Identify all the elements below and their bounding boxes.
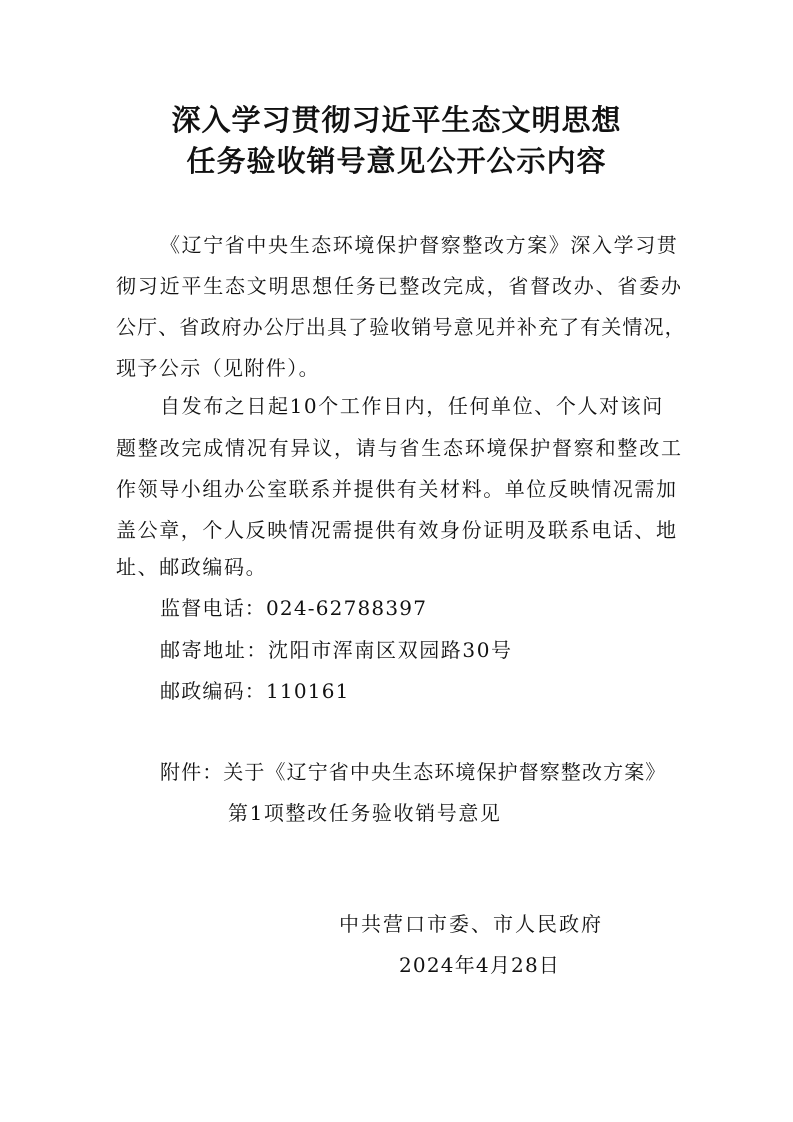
paragraph-line: 自发布之日起10个工作日内，任何单位、个人对该问: [160, 394, 664, 418]
paragraph-line: 址、邮政编码。: [116, 555, 268, 579]
attachment-line-2: 第1项整改任务验收销号意见: [228, 801, 502, 825]
paragraph-line: 《辽宁省中央生态环境保护督察整改方案》深入学习贯: [160, 233, 679, 257]
document-title-line-2: 任务验收销号意见公开公示内容: [186, 144, 607, 178]
issue-date: 2024年4月28日: [399, 953, 561, 977]
paragraph-line: 现予公示（见附件）。: [116, 356, 320, 380]
mailing-address: 邮寄地址：沈阳市浑南区双园路30号: [160, 638, 513, 662]
postal-code: 邮政编码：110161: [160, 679, 350, 703]
paragraph-line: 盖公章，个人反映情况需提供有效身份证明及联系电话、地: [116, 518, 678, 542]
paragraph-line: 作领导小组办公室联系并提供有关材料。单位反映情况需加: [116, 477, 678, 501]
supervision-phone: 监督电话：024-62788397: [160, 596, 428, 620]
issuer-name: 中共营口市委、市人民政府: [339, 912, 603, 936]
attachment-line-1: 附件：关于《辽宁省中央生态环境保护督察整改方案》: [160, 760, 667, 784]
paragraph-line: 彻习近平生态文明思想任务已整改完成，省督改办、省委办: [116, 274, 683, 298]
paragraph-line: 公厅、省政府办公厅出具了验收销号意见并补充了有关情况，: [116, 315, 686, 339]
paragraph-line: 题整改完成情况有异议，请与省生态环境保护督察和整改工: [116, 436, 683, 460]
document-title-line-1: 深入学习贯彻习近平生态文明思想: [171, 103, 622, 137]
